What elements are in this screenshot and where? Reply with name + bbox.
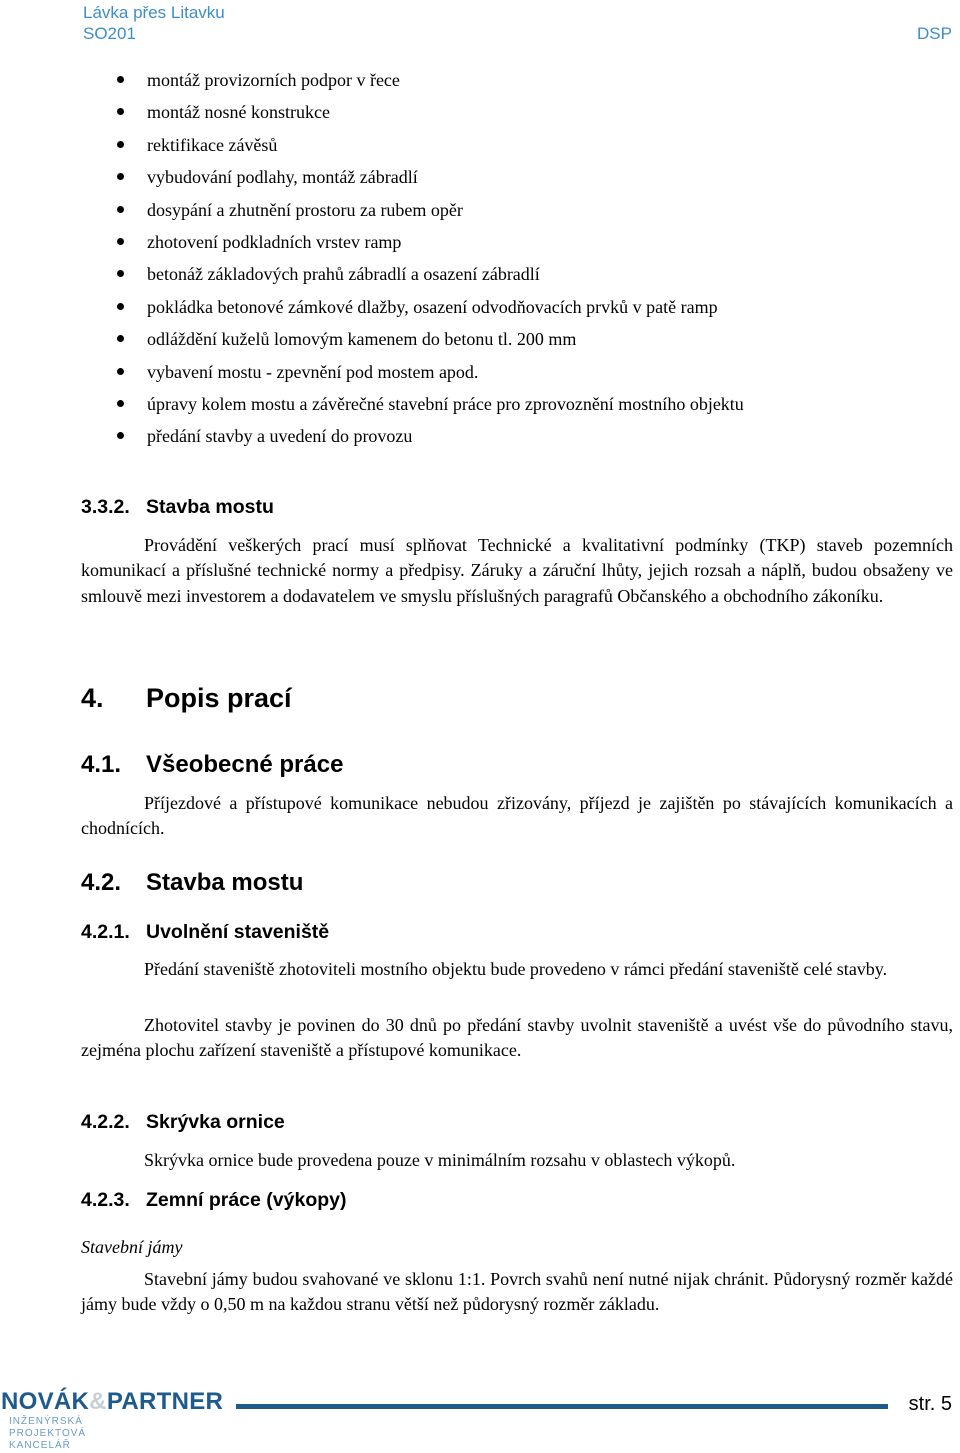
list-item — [0, 226, 960, 258]
bullet-icon — [117, 400, 124, 407]
list-item — [0, 161, 960, 193]
list-item — [0, 96, 960, 128]
list-item-text: úpravy kolem mostu a závěrečné stavební práce pro zprovoznění mostního objektu — [147, 393, 744, 414]
footer-rule — [236, 1404, 888, 1409]
list-item — [0, 129, 960, 161]
bullet-icon — [117, 432, 124, 439]
list-item-text: odláždění kuželů lomovým kamenem do betonu tl. 200 mm — [147, 329, 577, 350]
company-logo — [0, 1388, 240, 1453]
chapter-title: Popis prací — [146, 683, 292, 713]
section-title: Všeobecné práce — [146, 751, 344, 778]
section-number: 3.3.2. — [81, 496, 130, 518]
section-number: 4.2.3. — [81, 1189, 130, 1211]
bullet-icon — [117, 303, 124, 310]
bullet-icon — [117, 335, 124, 342]
bullet-icon — [117, 108, 124, 115]
bullet-icon — [117, 141, 124, 148]
page-number: str. 5 — [908, 1393, 952, 1415]
list-item — [0, 388, 960, 420]
list-item-text: vybudování podlahy, montáž zábradlí — [147, 167, 418, 188]
list-item-text: montáž nosné konstrukce — [147, 102, 330, 123]
list-item-text: betonáž základových prahů zábradlí a osazení zábradlí — [147, 264, 540, 285]
paragraph-topsoil: Skrývka ornice bude provedena pouze v minimálním rozsahu v oblastech výkopů. — [144, 1150, 736, 1170]
list-item-text: zhotovení podkladních vrstev ramp — [147, 231, 402, 252]
section-title: Stavba mostu — [146, 496, 274, 518]
section-heading-4-2-1 — [81, 921, 781, 947]
section-number: 4.2.2. — [81, 1111, 130, 1133]
list-item-text: dosypání a zhutnění prostoru za rubem opěr — [147, 199, 463, 220]
section-title: Stavba mostu — [146, 869, 304, 896]
bullet-icon — [117, 238, 124, 245]
paragraph-access-roads: Příjezdové a přístupové komunikace nebudou zřizovány, příjezd je zajištěn po stávajících komunikacích a chodnících. — [81, 793, 953, 839]
bullet-icon — [117, 270, 124, 277]
list-item-text: rektifikace závěsů — [147, 134, 278, 155]
header-project-name: Lávka přes Litavku — [83, 3, 225, 22]
bullet-icon — [117, 76, 124, 83]
logo-subtitle-1: INŽENÝRSKÁ — [9, 1416, 83, 1427]
section-heading-3-3-2 — [81, 496, 781, 522]
section-heading-4-2-3 — [81, 1189, 781, 1215]
list-item — [0, 194, 960, 226]
section-number: 4.2.1. — [81, 921, 130, 943]
logo-subtitle-2: PROJEKTOVÁ — [9, 1428, 87, 1439]
list-item-text: vybavení mostu - zpevnění pod mostem apod. — [147, 361, 479, 382]
bullet-icon — [117, 173, 124, 180]
list-item — [0, 420, 960, 452]
chapter-number: 4. — [81, 683, 104, 713]
section-heading-4-2 — [81, 869, 781, 901]
list-item — [0, 64, 960, 96]
list-item — [0, 258, 960, 290]
bullet-icon — [117, 206, 124, 213]
header-object-code: SO201 — [83, 24, 136, 43]
header-phase: DSP — [917, 24, 952, 43]
work-steps-list — [0, 64, 960, 453]
paragraph-construction-pits: Stavební jámy budou svahované ve sklonu 1:1. Povrch svahů není nutné nijak chránit. Půdorysný rozměr každé jámy bude vždy o 0,50 m na každou stranu větší než půdorysný rozměr základu. — [81, 1269, 953, 1315]
list-item — [0, 356, 960, 388]
subheading-construction-pits: Stavební jámy — [81, 1237, 183, 1257]
logo-name-a: NOVÁK — [1, 1388, 90, 1415]
section-number: 4.2. — [81, 869, 122, 896]
logo-name-b: PARTNER — [106, 1388, 224, 1415]
section-number: 4.1. — [81, 751, 122, 778]
list-item — [0, 291, 960, 323]
logo-wordmark — [1, 1388, 223, 1416]
list-item — [0, 323, 960, 355]
list-item-text: pokládka betonové zámkové dlažby, osazení odvodňovacích prvků v patě ramp — [147, 296, 718, 317]
chapter-heading-4 — [81, 683, 781, 719]
section-heading-4-1 — [81, 751, 781, 783]
paragraph-site-release: Zhotovitel stavby je povinen do 30 dnů po předání stavby uvolnit staveniště a uvést vše do původního stavu, zejména plochu zařízení staveniště a přístupové komunikace. — [81, 1015, 953, 1061]
section-heading-4-2-2 — [81, 1111, 781, 1137]
paragraph-site-handover: Předání staveniště zhotoviteli mostního objektu bude provedeno v rámci předání staveniště celé stavby. — [144, 959, 888, 979]
paragraph-stavba-mostu-conditions: Provádění veškerých prací musí splňovat Technické a kvalitativní podmínky (TKP) staveb pozemních komunikací a příslušné technické normy a předpisy. Záruky a záruční lhůty, jejich rozsah a náplň, budou obsaženy ve smlouvě mezi investorem a dodavatelem ve smyslu příslušných paragrafů Občanského a obchodního zákoníku. — [81, 535, 953, 606]
section-title: Skrývka ornice — [146, 1111, 285, 1133]
list-item-text: montáž provizorních podpor v řece — [147, 70, 400, 90]
list-item-text: předání stavby a uvedení do provozu — [147, 426, 413, 447]
logo-subtitle-3: KANCELÁŘ — [9, 1440, 71, 1451]
bullet-icon — [117, 368, 124, 375]
section-title: Uvolnění staveniště — [146, 921, 330, 943]
logo-ampersand: & — [89, 1388, 107, 1415]
section-title: Zemní práce (výkopy) — [146, 1189, 347, 1211]
